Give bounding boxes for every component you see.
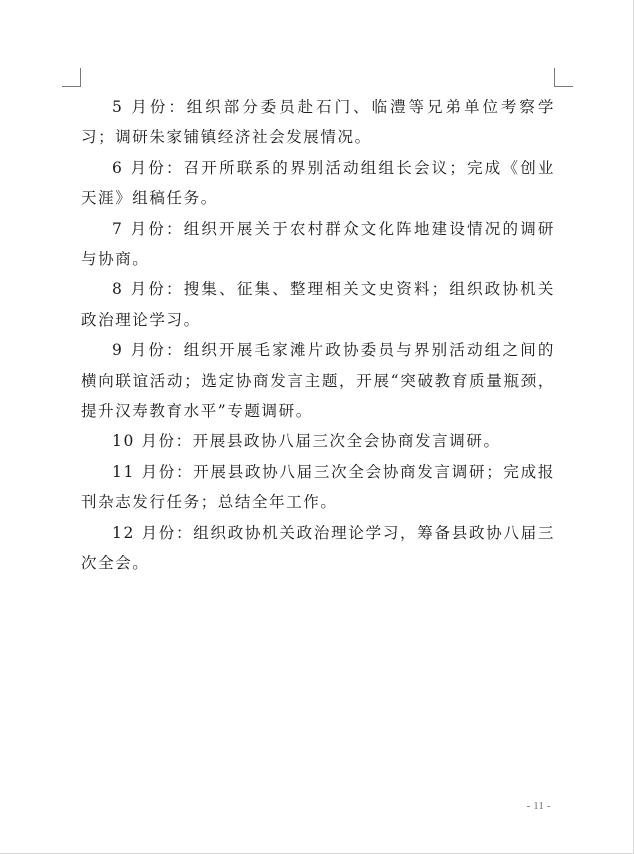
paragraph-july: 7 月份：组织开展关于农村群众文化阵地建设情况的调研与协商。 bbox=[81, 219, 555, 269]
paragraph-august: 8 月份：搜集、征集、整理相关文史资料；组织政协机关政治理论学习。 bbox=[81, 280, 555, 329]
paragraph-october: 10 月份：开展县政协八届三次全会协商发言调研。 bbox=[112, 432, 501, 451]
paragraph-june: 6 月份：召开所联系的界别活动组组长会议；完成《创业天涯》组稿任务。 bbox=[81, 158, 555, 208]
page-number: - 11 - bbox=[526, 801, 551, 812]
paragraph-november: 11 月份：开展县政协八届三次全会协商发言调研；完成报刊杂志发行任务；总结全年工作。 bbox=[81, 462, 555, 512]
body-text bbox=[81, 92, 555, 579]
crop-mark-top-left bbox=[62, 68, 81, 87]
paragraph-may: 5 月份：组织部分委员赴石门、临澧等兄弟单位考察学习；调研朱家铺镇经济社会发展情况。 bbox=[81, 98, 555, 147]
paragraph-december: 12 月份：组织政协机关政治理论学习，筹备县政协八届三次全会。 bbox=[81, 523, 555, 573]
paragraph-september: 9 月份：组织开展毛家滩片政协委员与界别活动组之间的横向联谊活动；选定协商发言主题，开展“突破教育质量瓶颈，提升汉寿教育水平”专题调研。 bbox=[81, 341, 555, 421]
crop-mark-top-right bbox=[554, 68, 573, 87]
